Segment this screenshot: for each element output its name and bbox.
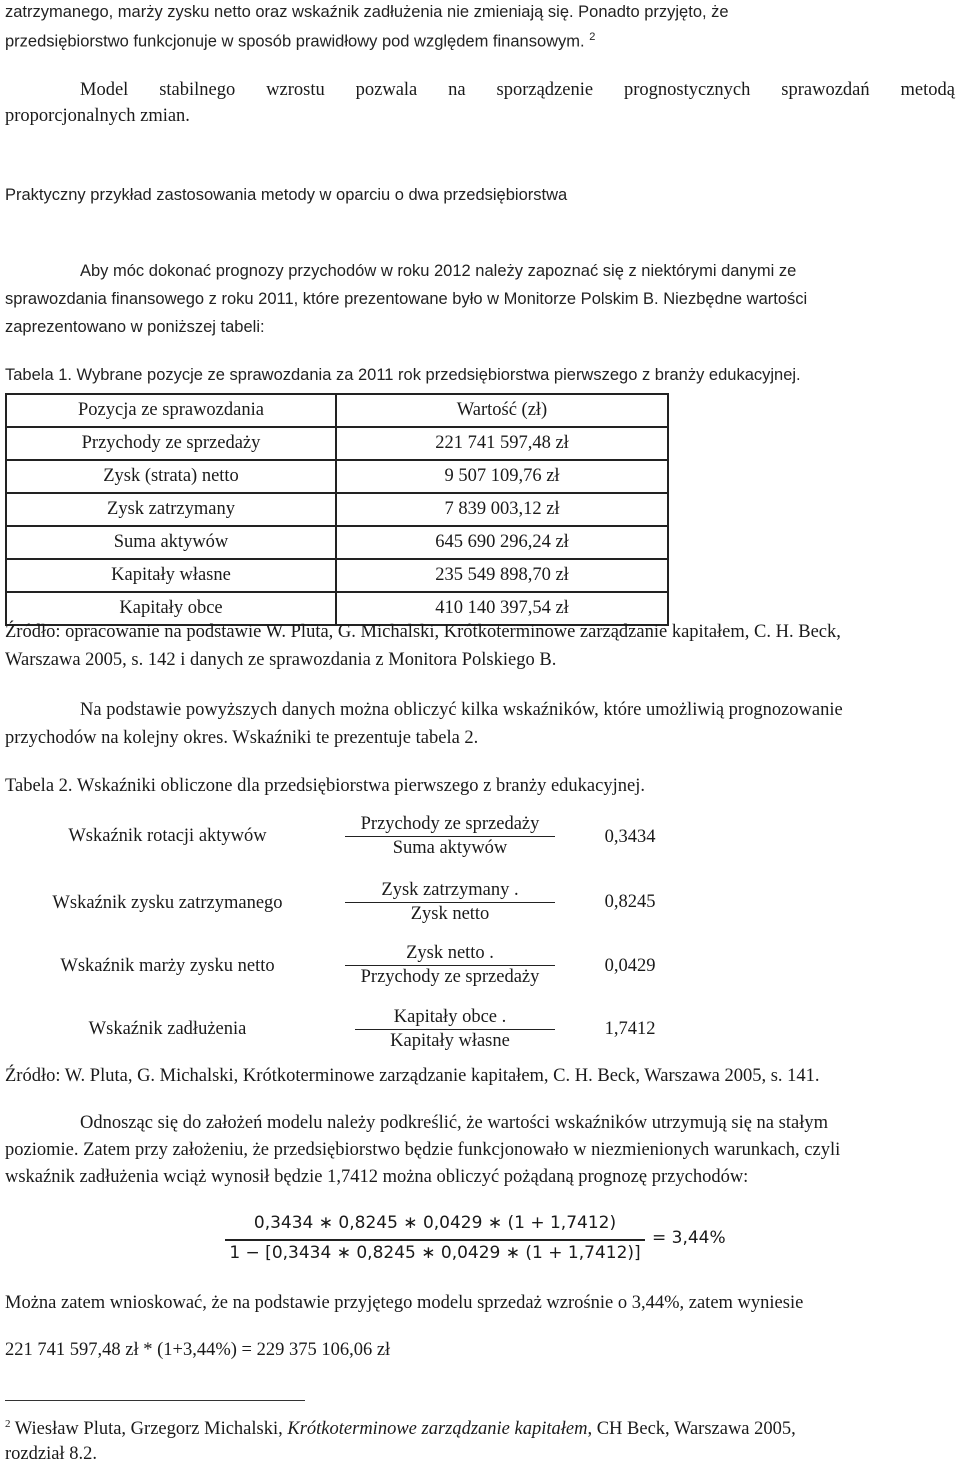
table2-row3-value: 0,0429 (604, 956, 656, 976)
table1-cell-value: 9 507 109,76 zł (336, 460, 668, 493)
table1-source-line-2: Warszawa 2005, s. 142 i danych ze sprawozdania z Monitora Polskiego B. (5, 650, 557, 670)
table-row (6, 526, 668, 559)
conclusion-text: Można zatem wnioskować, że na podstawie przyjętego modelu sprzedaż wzrośnie o 3,44%, zatem wyniesie (5, 1293, 804, 1313)
footnote-mark: 2 (5, 1418, 11, 1430)
table1-caption: Tabela 1. Wybrane pozycje ze sprawozdania za 2011 rok przedsiębiorstwa pierwszego z branży edukacyjnej. (5, 366, 801, 384)
calculation-text: 221 741 597,48 zł * (1+3,44%) = 229 375 106,06 zł (5, 1340, 391, 1360)
para3-line-2: poziomie. Zatem przy założeniu, że przedsiębiorstwo będzie funkcjonowało w niezmienionych warunkach, czyli (5, 1140, 841, 1160)
table2-row1-value: 0,3434 (604, 827, 656, 847)
table1-cell-value: 7 839 003,12 zł (336, 493, 668, 526)
table2-row4-numerator: Kapitały obce . (393, 1007, 507, 1027)
table1-cell-label: Kapitały własne (6, 559, 336, 592)
table1-cell-label: Kapitały obce (6, 592, 336, 625)
table1-cell-label: Zysk zatrzymany (6, 493, 336, 526)
table2-row2-numerator: Zysk zatrzymany . (381, 880, 519, 900)
section-heading: Praktyczny przykład zastosowania metody w oparciu o dwa przedsiębiorstwa (5, 186, 568, 204)
table2-row3-fraction-line (345, 965, 555, 966)
intro-line-3: Model stabilnego wzrostu pozwala na sporządzenie prognostycznych sprawozdań metodą (80, 80, 955, 100)
table-row (6, 460, 668, 493)
intro-line-1: zatrzymanego, marży zysku netto oraz wskaźnik zadłużenia nie zmieniają się. Ponadto przyjęto, że (5, 3, 729, 21)
table2-row3-name: Wskaźnik marży zysku netto (60, 956, 275, 976)
table-row (6, 427, 668, 460)
table2-row1-denominator: Suma aktywów (392, 838, 508, 858)
footnote-line-2: rozdział 8.2. (5, 1444, 97, 1464)
table2-row2-value: 0,8245 (604, 892, 656, 912)
para3-line-3: wskaźnik zadłużenia wciąż wynosił będzie 1,7412 można obliczyć pożądaną prognozę przychodów: (5, 1167, 749, 1187)
intro-line-2 (5, 31, 595, 51)
table2-row1-name: Wskaźnik rotacji aktywów (68, 826, 267, 846)
table1-header-row (6, 394, 668, 427)
table2-row3-numerator: Zysk netto . (406, 943, 494, 963)
table2-row1-fraction-line (345, 836, 555, 837)
intro-line-4: proporcjonalnych zmian. (5, 106, 190, 126)
formula-fraction-line (225, 1239, 645, 1241)
footnote-line-1 (5, 1418, 796, 1440)
para2-line-1: Na podstawie powyższych danych można obliczyć kilka wskaźników, które umożliwią prognozowanie (80, 700, 843, 720)
footnote-title: Krótkoterminowe zarządzanie kapitałem (287, 1419, 588, 1440)
table-row (6, 592, 668, 625)
table1-cell-label: Przychody ze sprzedaży (6, 427, 336, 460)
table1-cell-value: 221 741 597,48 zł (336, 427, 668, 460)
formula-result: = 3,44% (652, 1228, 726, 1248)
table2-row2-fraction-line (345, 902, 555, 903)
para2-line-2: przychodów na kolejny okres. Wskaźniki te prezentuje tabela 2. (5, 728, 479, 748)
footnote-publisher: , CH Beck, Warszawa 2005, (587, 1419, 796, 1440)
table2-row2-denominator: Zysk netto (410, 904, 490, 924)
para1-line-1: Aby móc dokonać prognozy przychodów w roku 2012 należy zapoznać się z niektórymi danymi ze (80, 262, 797, 280)
footnote-divider (5, 1400, 305, 1401)
table2-caption: Tabela 2. Wskaźniki obliczone dla przedsiębiorstwa pierwszego z branży edukacyjnej. (5, 776, 645, 796)
table1-cell-value: 235 549 898,70 zł (336, 559, 668, 592)
formula-denominator: 1 − [0,3434 ∗ 0,8245 ∗ 0,0429 ∗ (1 + 1,7412)] (229, 1243, 641, 1263)
table1-cell-label: Suma aktywów (6, 526, 336, 559)
table2-row3-denominator: Przychody ze sprzedaży (360, 967, 540, 987)
footnote-reference: 2 (589, 31, 596, 43)
table1-header-position: Pozycja ze sprawozdania (6, 394, 336, 427)
footnote-authors: Wiesław Pluta, Grzegorz Michalski, (14, 1419, 288, 1440)
table2-row4-value: 1,7412 (604, 1019, 656, 1039)
table2-row1-numerator: Przychody ze sprzedaży (360, 814, 540, 834)
formula-numerator: 0,3434 ∗ 0,8245 ∗ 0,0429 ∗ (1 + 1,7412) (253, 1213, 617, 1233)
para1-line-3: zaprezentowano w poniższej tabeli: (5, 318, 265, 336)
table1-cell-value: 645 690 296,24 zł (336, 526, 668, 559)
table1-cell-label: Zysk (strata) netto (6, 460, 336, 493)
para1-line-2: sprawozdania finansowego z roku 2011, które prezentowane było w Monitorze Polskim B. Niezbędne wartości (5, 290, 808, 308)
table2-row2-name: Wskaźnik zysku zatrzymanego (52, 893, 283, 913)
para3-line-1: Odnosząc się do założeń modelu należy podkreślić, że wartości wskaźników utrzymują się na stałym (80, 1113, 828, 1133)
table-row (6, 493, 668, 526)
table2-row4-name: Wskaźnik zadłużenia (88, 1019, 247, 1039)
table2-source: Źródło: W. Pluta, G. Michalski, Krótkoterminowe zarządzanie kapitałem, C. H. Beck, Warszawa 2005, s. 141. (5, 1066, 820, 1086)
table1 (5, 393, 669, 626)
table1-cell-value: 410 140 397,54 zł (336, 592, 668, 625)
table1-source-line-1: Źródło: opracowanie na podstawie W. Pluta, G. Michalski, Krótkoterminowe zarządzanie kapitałem, C. H. Beck, (5, 622, 841, 642)
table2-row4-denominator: Kapitały własne (390, 1031, 510, 1051)
table2-row4-fraction-line (355, 1029, 555, 1030)
intro-line-2-text: przedsiębiorstwo funkcjonuje w sposób prawidłowy pod względem finansowym. (5, 32, 585, 51)
table1-header-value: Wartość (zł) (336, 394, 668, 427)
table-row (6, 559, 668, 592)
